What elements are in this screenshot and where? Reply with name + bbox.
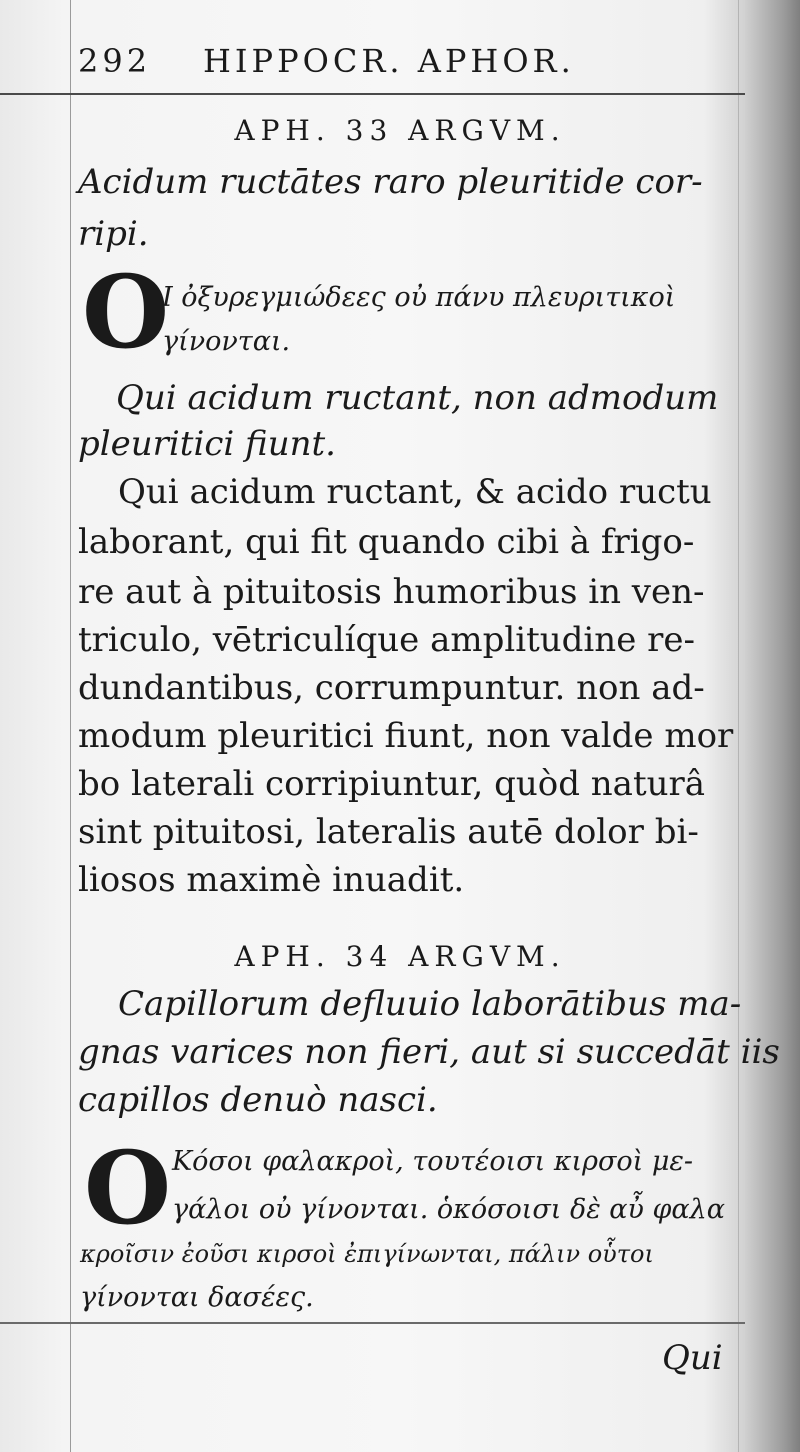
argument-line: Acidum ructātes raro pleuritide cor-: [78, 162, 703, 202]
argument-line: capillos denuò nasci.: [78, 1080, 438, 1120]
argument-line: ripi.: [78, 214, 149, 254]
greek-line: γίνονται δασέες.: [80, 1282, 314, 1313]
margin-rule-right: [738, 0, 739, 1452]
footer-rule: [0, 1322, 780, 1324]
running-title: HIPPOCR. APHOR.: [203, 42, 575, 80]
page-number: 292: [78, 42, 152, 80]
running-header: [78, 42, 738, 80]
latin-line: pleuritici fiunt.: [78, 424, 336, 464]
aphorism-heading: APH. 34 ARGVM.: [234, 940, 566, 973]
commentary-line: Qui acidum ructant, & acido ructu: [118, 472, 712, 512]
commentary-line: liosos maximè inuadit.: [78, 860, 465, 900]
header-rule: [0, 93, 780, 95]
commentary-line: bo laterali corripiuntur, quòd naturâ: [78, 764, 706, 804]
catchword: Qui: [662, 1338, 723, 1378]
aphorism-heading: APH. 33 ARGVM.: [234, 114, 566, 147]
commentary-line: modum pleuritici fiunt, non valde mor: [78, 716, 734, 756]
commentary-line: sint pituitosi, lateralis autē dolor bi-: [78, 812, 699, 852]
argument-line: Capillorum defluuio laborātibus ma-: [118, 984, 742, 1024]
drop-cap: O: [84, 1129, 172, 1247]
greek-line: γίνονται.: [162, 326, 291, 357]
margin-rule-left: [70, 0, 71, 1452]
drop-cap: O: [82, 253, 170, 371]
latin-line: Qui acidum ructant, non admodum: [116, 378, 719, 418]
commentary-line: laborant, qui fit quando cibi à frigo-: [78, 522, 695, 562]
commentary-line: re aut à pituitosis humoribus in ven-: [78, 572, 705, 612]
greek-line: κροῖσιν ἐοῦσι κιρσοὶ ἐπιγίνωνται, πάλιν οὗτοι: [80, 1240, 654, 1268]
greek-line: Ι ὀξυρεγμιώδεες οὐ πάνυ πλευριτικοὶ: [162, 282, 676, 313]
commentary-line: triculo, vētriculíque amplitudine re-: [78, 620, 695, 660]
greek-line: Κόσοι φαλακροὶ, τουτέοισι κιρσοὶ με-: [172, 1146, 694, 1177]
commentary-line: dundantibus, corrumpuntur. non ad-: [78, 668, 705, 708]
argument-line: gnas varices non fieri, aut si succedāt iis: [78, 1032, 780, 1072]
page-gutter: [745, 0, 800, 1452]
greek-line: γάλοι οὐ γίνονται. ὁκόσοισι δὲ αὖ φαλα: [172, 1194, 726, 1225]
